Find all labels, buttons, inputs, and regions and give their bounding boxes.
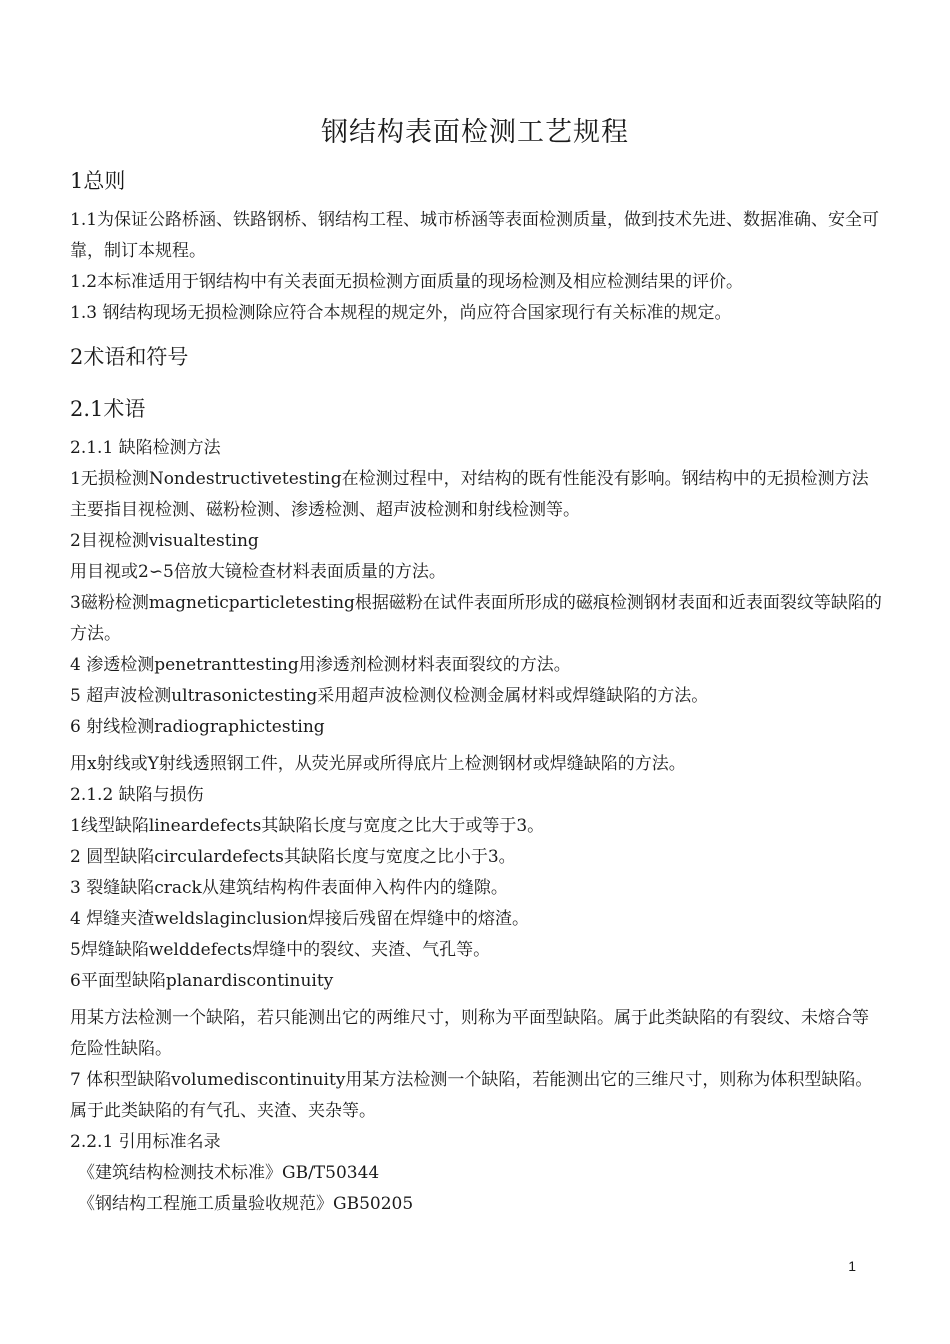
defect-planar: 6平面型缺陷planardiscontinuity [70,971,334,991]
defect-crack: 3 裂缝缺陷crack从建筑结构构件表面伸入构件内的缝隙。 [70,878,508,898]
document-title: 钢结构表面检测工艺规程 [321,117,629,148]
defect-linear: 1线型缺陷lineardefects其缺陷长度与宽度之比大于或等于3。 [70,816,545,836]
reference-standard-1: 《建筑结构检测技术标准》GB/T50344 [78,1163,380,1183]
term-magnetic-particle-testing: 3磁粉检测magneticparticletesting根据磁粉在试件表面所形成的磁痕检测钢材表面和近表面裂纹等缺陷的方法。 [70,593,882,644]
document-body [70,165,885,1220]
defect-circular: 2 圆型缺陷circulardefects其缺陷长度与宽度之比小于3。 [70,847,516,867]
paragraph-1-1: 1.1为保证公路桥涵、铁路钢桥、钢结构工程、城市桥涵等表面检测质量，做到技术先进、数据准确、安全可靠，制订本规程。 [70,210,880,261]
section-heading-general: 1总则 [70,169,126,193]
term-ultrasonic-testing: 5 超声波检测ultrasonictesting采用超声波检测仪检测金属材料或焊缝缺陷的方法。 [70,686,709,706]
page-number: 1 [848,1258,856,1274]
defect-planar-definition: 用某方法检测一个缺陷，若只能测出它的两维尺寸，则称为平面型缺陷。属于此类缺陷的有裂纹、未熔合等危险性缺陷。 [70,1008,869,1059]
term-nondestructive-testing: 1无损检测Nondestructivetesting在检测过程中，对结构的既有性能没有影响。钢结构中的无损检测方法主要指目视检测、磁粉检测、渗透检测、超声波检测和射线检测等。 [70,469,869,520]
term-visual-testing-definition: 用目视或2∽5倍放大镜检查材料表面质量的方法。 [70,562,446,582]
term-penetrant-testing: 4 渗透检测penetranttesting用渗透剂检测材料表面裂纹的方法。 [70,655,571,675]
defect-weld-slag-inclusion: 4 焊缝夹渣weldslaginclusion焊接后残留在焊缝中的熔渣。 [70,909,529,929]
term-radiographic-testing-definition: 用x射线或Y射线透照钢工件，从荧光屏或所得底片上检测钢材或焊缝缺陷的方法。 [70,754,686,774]
clause-2-2-1-heading: 2.2.1 引用标准名录 [70,1132,221,1152]
paragraph-1-2: 1.2本标准适用于钢结构中有关表面无损检测方面质量的现场检测及相应检测结果的评价。 [70,272,744,292]
reference-standard-2: 《钢结构工程施工质量验收规范》GB50205 [78,1194,414,1214]
paragraph-1-3: 1.3 钢结构现场无损检测除应符合本规程的规定外，尚应符合国家现行有关标准的规定。 [70,303,732,323]
term-radiographic-testing: 6 射线检测radiographictesting [70,717,325,737]
defect-volume: 7 体积型缺陷volumediscontinuity用某方法检测一个缺陷，若能测出它的三维尺寸，则称为体积型缺陷。属于此类缺陷的有气孔、夹渣、夹杂等。 [70,1070,873,1121]
term-visual-testing: 2目视检测visualtesting [70,531,259,551]
section-heading-terms: 2术语和符号 [70,345,189,369]
clause-2-1-1-heading: 2.1.1 缺陷检测方法 [70,438,221,458]
defect-weld-defects: 5焊缝缺陷welddefects焊缝中的裂纹、夹渣、气孔等。 [70,940,491,960]
subsection-heading-terms: 2.1术语 [70,397,146,421]
clause-2-1-2-heading: 2.1.2 缺陷与损伤 [70,785,204,805]
